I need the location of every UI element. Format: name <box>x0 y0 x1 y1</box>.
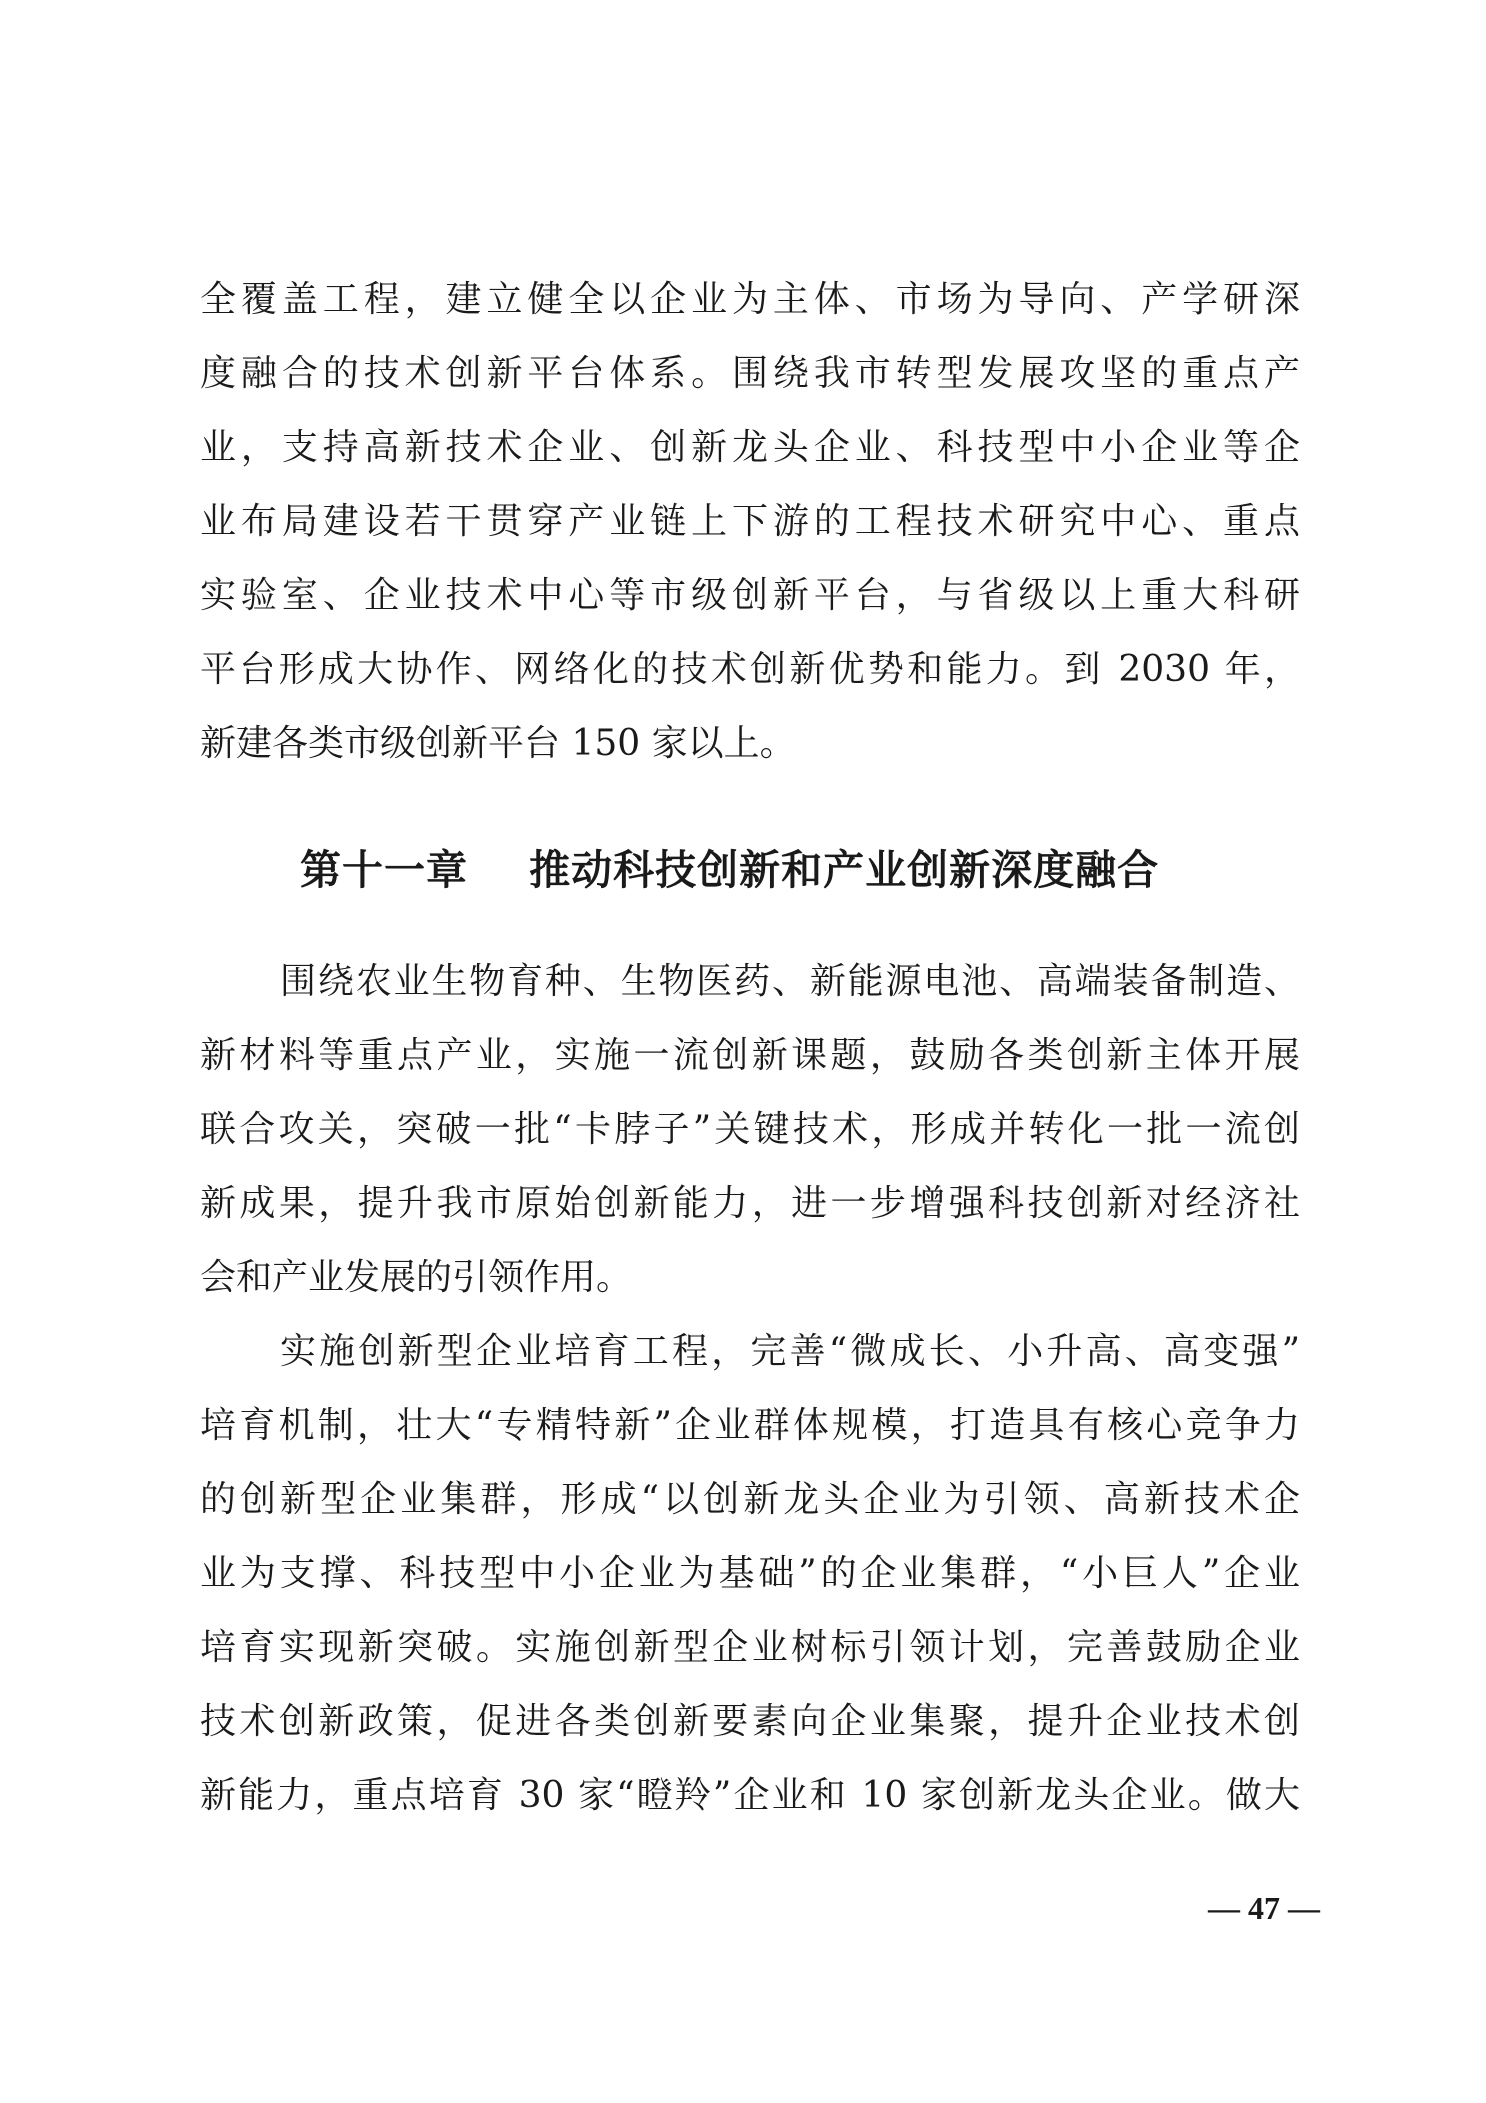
text-line: 新建各类市级创新平台 150 家以上。 <box>200 723 796 764</box>
text-line: 新成果，提升我市原始创新能力，进一步增强科技创新对经济社 <box>200 1183 1300 1224</box>
text-line: 联合攻关，突破一批“卡脖子”关键技术，形成并转化一批一流创 <box>200 1109 1300 1150</box>
text-line: 业布局建设若干贯穿产业链上下游的工程技术研究中心、重点 <box>200 501 1300 542</box>
text-line: 培育实现新突破。实施创新型企业树标引领计划，完善鼓励企业 <box>200 1627 1300 1668</box>
text-line: 围绕农业生物育种、生物医药、新能源电池、高端装备制造、 <box>280 961 1300 1002</box>
text-line: 实验室、企业技术中心等市级创新平台，与省级以上重大科研 <box>200 575 1300 616</box>
chapter-heading: 第十一章 推动科技创新和产业创新深度融合 <box>300 846 1160 894</box>
text-line: 新能力，重点培育 30 家“瞪羚”企业和 10 家创新龙头企业。做大 <box>200 1775 1300 1816</box>
text-line: 业，支持高新技术企业、创新龙头企业、科技型中小企业等企 <box>200 427 1300 468</box>
text-line: 实施创新型企业培育工程，完善“微成长、小升高、高变强” <box>280 1331 1300 1372</box>
text-line: 新材料等重点产业，实施一流创新课题，鼓励各类创新主体开展 <box>200 1035 1300 1076</box>
text-line: 业为支撑、科技型中小企业为基础”的企业集群，“小巨人”企业 <box>200 1553 1300 1594</box>
text-line: 会和产业发展的引领作用。 <box>200 1257 633 1298</box>
text-line: 的创新型企业集群，形成“以创新龙头企业为引领、高新技术企 <box>200 1479 1300 1520</box>
text-line: 技术创新政策，促进各类创新要素向企业集聚，提升企业技术创 <box>200 1701 1300 1742</box>
page-number: — 47 — <box>1208 1890 1320 1926</box>
text-line: 平台形成大协作、网络化的技术创新优势和能力。到 2030 年， <box>200 649 1300 690</box>
text-line: 培育机制，壮大“专精特新”企业群体规模，打造具有核心竞争力 <box>200 1405 1300 1446</box>
text-line: 全覆盖工程，建立健全以企业为主体、市场为导向、产学研深 <box>200 279 1300 320</box>
text-line: 度融合的技术创新平台体系。围绕我市转型发展攻坚的重点产 <box>200 353 1300 394</box>
